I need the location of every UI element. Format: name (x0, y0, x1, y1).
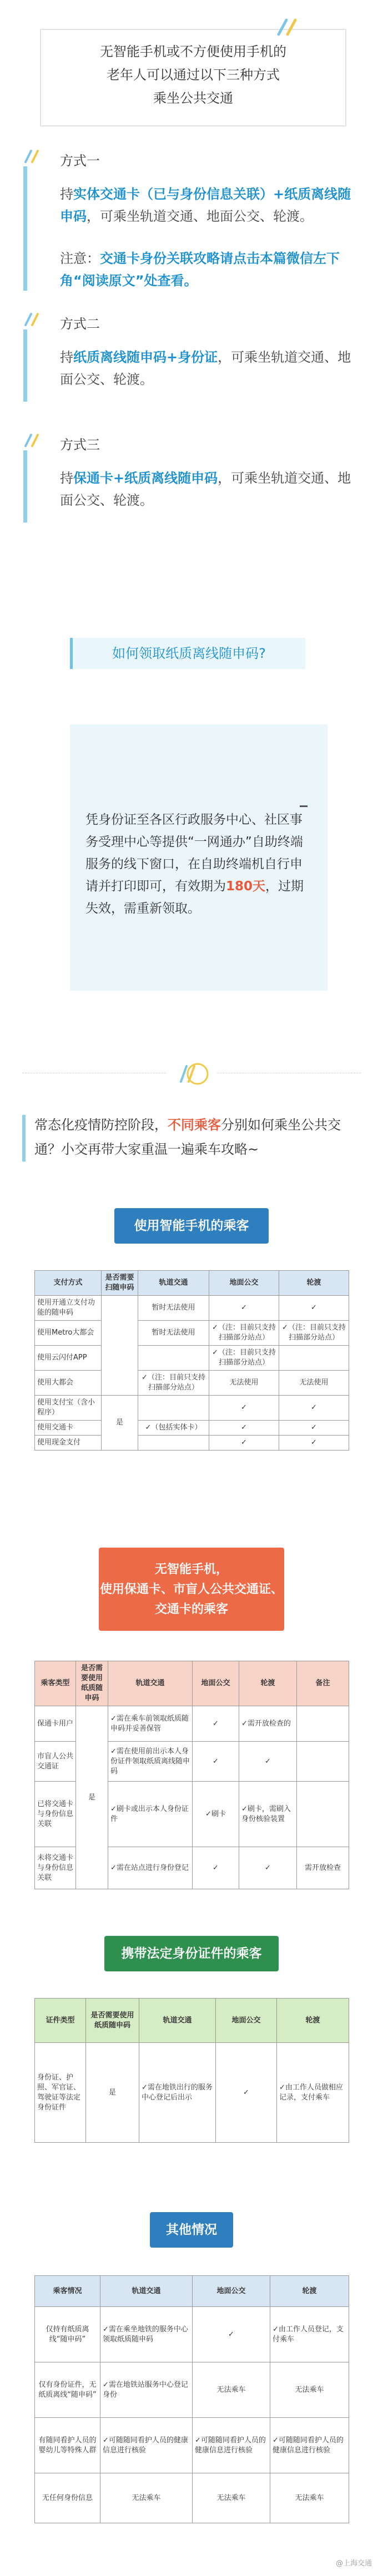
method-1-plus: + (273, 186, 285, 202)
table-cell: 已将交通卡与身份信息关联 (35, 1782, 76, 1847)
table-cell: 仅持有纸质离线“随申码” (35, 2307, 100, 2362)
lead-bar (22, 1115, 26, 1162)
table-cell: ✓（注：目前只支持扫描部分站点） (138, 1371, 209, 1396)
table-header: 地面公交 (216, 1999, 277, 2043)
table-row (35, 2307, 349, 2362)
method-2-hl1: 纸质离线随申码+身份证 (73, 349, 218, 365)
table-header: 是否需要使用纸质随申码 (76, 1661, 108, 1706)
table-cell: ✓ (209, 1421, 279, 1436)
pickup-pre: 凭身份证至各区行政服务中心、社区事务受理中心等提供“一网通办”自助终端服务的线下窗口，在自助终端机自行申请并打印即可，有效期为 (85, 813, 303, 894)
table-cell: ✓ (209, 1396, 279, 1421)
table-cell: 是 (86, 2043, 139, 2143)
table-cell: ✓需在使用前出示本人身份证件领取纸质离线随申码 (108, 1742, 193, 1782)
table-cell: 是 (102, 1396, 138, 1451)
table-header: 备注 (297, 1661, 349, 1706)
section-2-table (34, 1661, 349, 1889)
table-row (35, 2362, 349, 2418)
intro-line-2: 老年人可以通过以下三种方式 (107, 67, 280, 83)
table-cell: ✓ (279, 1421, 349, 1436)
table-cell: ✓（注：目前只支持扫描部分站点） (209, 1321, 279, 1346)
method-2-text (60, 346, 354, 391)
table-cell: 使用Metro大都会 (35, 1321, 102, 1346)
table-cell: 身份证、护照、军官证、驾驶证等法定身份证件 (35, 2043, 86, 2143)
table-header: 轮渡 (270, 2276, 349, 2307)
table-row (35, 1706, 349, 1742)
table-cell: ✓需在站点进行身份登记 (108, 1847, 193, 1889)
table-cell: 无法乘车 (100, 2473, 193, 2523)
pencil-icon (22, 148, 44, 164)
method-1-hl2: 纸质离线随申码 (60, 186, 351, 224)
lead-post: 分别如何乘坐公共交通？小交再带大家重温一遍乘车攻略~ (34, 1117, 341, 1157)
table-cell: ✓需开放检查的 (239, 1706, 297, 1742)
intro-box (40, 29, 346, 126)
table-cell: 无法使用 (279, 1371, 349, 1396)
table-cell: ✓由工作人员做相应记录，支付乘车 (277, 2043, 349, 2143)
table-cell: 无任何身份信息 (35, 2473, 100, 2523)
section-1-title: 使用智能手机的乘客 (114, 1208, 269, 1244)
method-3-hl1: 保通卡+纸质离线随申码 (73, 470, 218, 486)
method-3-bar (23, 450, 27, 523)
table-cell: ✓可随随同看护人员的健康信息进行核验 (100, 2418, 193, 2473)
method-1-note-text: 交通卡身份关联攻略请点击本篇微信左下角“阅读原文”处查看。 (60, 251, 340, 288)
table-row (35, 2418, 349, 2473)
table-row (35, 1436, 349, 1451)
table-header: 地面公交 (193, 1661, 239, 1706)
table-header: 轮渡 (277, 1999, 349, 2043)
table-cell: ✓ (193, 2307, 270, 2362)
table-cell: ✓（注：目前只支持扫描部分站点） (279, 1321, 349, 1346)
method-2-pre: 持 (60, 349, 73, 365)
table-header-row (35, 2276, 349, 2307)
table-cell: 使用现金支付 (35, 1436, 102, 1451)
section-2-title-line-1: 无智能手机， (154, 1563, 228, 1576)
table-header: 轨道交通 (138, 1271, 209, 1296)
table-header: 轮渡 (239, 1661, 297, 1706)
table-header: 乘客类型 (35, 1661, 76, 1706)
table-cell: ✓ (279, 1436, 349, 1451)
table-cell: 未将交通卡与身份信息关联 (35, 1847, 76, 1889)
table-cell (138, 1436, 209, 1451)
method-3-text (60, 467, 354, 511)
table-cell: ✓ (209, 1296, 279, 1321)
table-cell: 无法使用 (209, 1371, 279, 1396)
section-1-table (34, 1270, 349, 1451)
section-3-table (34, 1998, 349, 2143)
table-cell: 是 (76, 1706, 108, 1889)
pickup-post: ，过期失效，需重新领取。 (85, 879, 304, 916)
table-cell (297, 1742, 349, 1782)
table-cell: 使用大都会 (35, 1371, 102, 1396)
table-cell (138, 1346, 209, 1371)
method-1-hl1: 实体交通卡（已与身份信息关联） (73, 186, 273, 202)
table-row (35, 1321, 349, 1346)
table-cell: ✓需在地铁站服务中心登记身份 (100, 2362, 193, 2418)
table-cell: ✓ (279, 1396, 349, 1421)
table-cell: ✓ (239, 1847, 297, 1889)
table-cell: ✓ (193, 1847, 239, 1889)
table-cell: ✓需在乘坐地铁的服务中心领取纸质随申码 (100, 2307, 193, 2362)
table-cell: 无法乘车 (193, 2473, 270, 2523)
table-cell: ✓ (193, 1706, 239, 1742)
pencil-icon (22, 432, 44, 448)
lead-text (34, 1113, 362, 1162)
table-cell: 有随同看护人员的婴幼儿等特殊人群 (35, 2418, 100, 2473)
table-cell: 保通卡用户 (35, 1706, 76, 1742)
table-cell: ✓需在乘车前领取纸质随申码并妥善保管 (108, 1706, 193, 1742)
lead-pre: 常态化疫情防控阶段， (34, 1117, 168, 1133)
table-header-row (35, 1999, 349, 2043)
table-cell: 使用开通立支付功能的随申码 (35, 1296, 102, 1321)
table-cell: 无法乘车 (270, 2473, 349, 2523)
table-header: 是否需要使用纸质随申码 (86, 1999, 139, 2043)
table-cell: 暂时无法使用 (138, 1321, 209, 1346)
pickup-box (70, 724, 327, 991)
section-2-title (99, 1548, 284, 1631)
method-3-title: 方式三 (60, 437, 100, 453)
section-2-title-line-3: 交通卡的乘客 (154, 1603, 228, 1616)
table-row (35, 1296, 349, 1321)
table-cell: 需开放检查 (297, 1847, 349, 1889)
method-3-pre: 持 (60, 470, 73, 486)
section-4-table (34, 2275, 349, 2523)
table-cell (297, 1706, 349, 1742)
question-heading: 如何领取纸质离线随申码? (70, 638, 305, 669)
table-header: 轨道交通 (139, 1999, 216, 2043)
table-cell: ✓可随随同看护人员的健康信息进行核验 (193, 2418, 270, 2473)
pencil-icon (22, 311, 44, 327)
pencil-decoration-icon (274, 17, 300, 37)
table-cell: ✓刷卡或出示本人身份证件 (108, 1782, 193, 1847)
table-cell: ✓ (216, 2043, 277, 2143)
intro-line-3: 乘坐公共交通 (153, 90, 233, 106)
method-2-title: 方式二 (60, 316, 100, 332)
table-header: 地面公交 (193, 2276, 270, 2307)
table-row (35, 1396, 349, 1421)
table-cell (138, 1396, 209, 1421)
table-cell: ✓ (193, 1742, 239, 1782)
table-cell: 使用交通卡 (35, 1421, 102, 1436)
table-cell: ✓刷卡，需刷入身份核验装置 (239, 1782, 297, 1847)
table-row (35, 2473, 349, 2523)
pickup-days: 180天 (226, 879, 266, 894)
table-row (35, 1371, 349, 1396)
method-1-post: ，可乘坐轨道交通、地面公交、轮渡。 (87, 209, 313, 224)
lead-hl: 不同乘客 (168, 1117, 221, 1133)
method-1-note-pre: 注意： (60, 251, 100, 266)
table-header: 地面公交 (209, 1271, 279, 1296)
table-cell: ✓需在地铁出行的服务中心登记后出示 (139, 2043, 216, 2143)
table-cell: 仅有身份证件，无纸质离线“随申码” (35, 2362, 100, 2418)
table-cell: 无法乘车 (193, 2362, 270, 2418)
method-3-post: ，可乘坐轨道交通、地面公交、轮渡。 (60, 470, 351, 508)
table-cell: ✓由工作人员登记，支付乘车 (270, 2307, 349, 2362)
ornament-icon (167, 1056, 216, 1089)
method-1-title: 方式一 (60, 153, 100, 169)
section-2-title-line-2: 使用保通卡、市盲人公共交通证、 (99, 1583, 283, 1596)
method-1-note (60, 247, 354, 292)
table-header: 轮渡 (279, 1271, 349, 1296)
table-header: 轨道交通 (108, 1661, 193, 1706)
method-1-bar (23, 166, 27, 291)
table-cell (279, 1346, 349, 1371)
table-cell: ✓刷卡 (193, 1782, 239, 1847)
table-cell (102, 1296, 138, 1396)
table-cell: 市盲人公共交通证 (35, 1742, 76, 1782)
pickup-text (85, 809, 314, 920)
table-cell: ✓ (279, 1296, 349, 1321)
table-cell: 使用支付宝（含小程序） (35, 1396, 102, 1421)
watermark: @上海交通 (335, 2559, 372, 2568)
table-cell: ✓可随随同看护人员的健康信息进行核验 (270, 2418, 349, 2473)
table-row (35, 1346, 349, 1371)
table-cell: ✓ (239, 1742, 297, 1782)
method-2-post: ，可乘坐轨道交通、地面公交、轮渡。 (60, 349, 351, 387)
table-row (35, 1421, 349, 1436)
table-cell: ✓ (209, 1436, 279, 1451)
table-row (35, 2043, 349, 2143)
table-cell: 无法乘车 (270, 2362, 349, 2418)
table-header-row (35, 1271, 349, 1296)
dash-decoration (300, 805, 308, 807)
table-cell: ✓（注：目前只支持扫描部分站点） (209, 1346, 279, 1371)
table-header-row (35, 1661, 349, 1706)
table-header: 支付方式 (35, 1271, 102, 1296)
section-3-title: 携带法定身份证件的乘客 (104, 1936, 279, 1971)
table-cell: ✓（包括实体卡） (138, 1421, 209, 1436)
table-header: 乘客情况 (35, 2276, 100, 2307)
method-1-pre: 持 (60, 186, 73, 202)
table-header: 是否需要扫随申码 (102, 1271, 138, 1296)
table-cell: 使用云闪付APP (35, 1346, 102, 1371)
table-header: 轨道交通 (100, 2276, 193, 2307)
table-cell: 暂时无法使用 (138, 1296, 209, 1321)
method-2-bar (23, 329, 27, 402)
table-cell (297, 1782, 349, 1847)
section-4-title: 其他情况 (150, 2212, 233, 2248)
table-header: 证件类型 (35, 1999, 86, 2043)
intro-line-1: 无智能手机或不方便使用手机的 (100, 44, 286, 59)
method-1-text (60, 183, 354, 227)
